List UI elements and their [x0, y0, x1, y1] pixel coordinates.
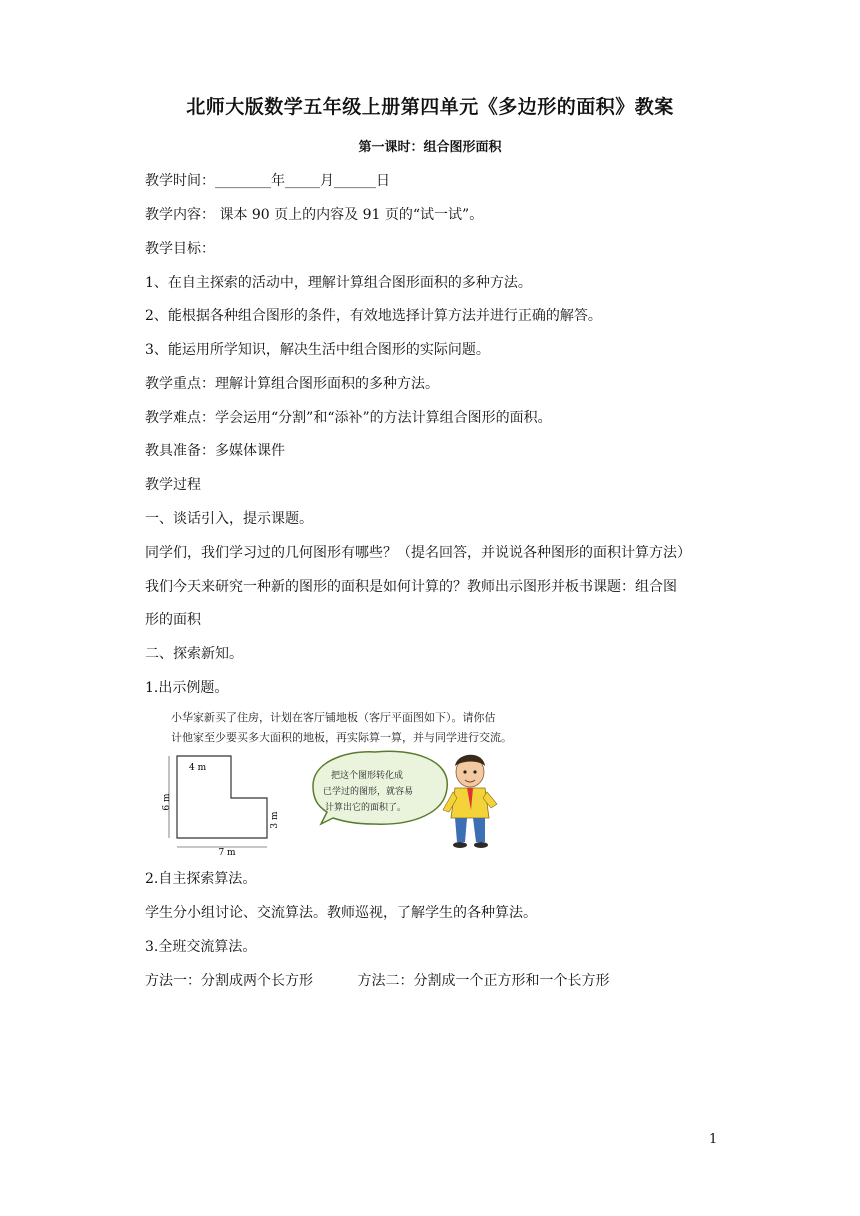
- label-bottom: 7 m: [218, 848, 236, 858]
- section-1-heading: 一、谈话引入，提示课题。: [145, 511, 313, 527]
- paragraph-topic-line2: 形的面积: [145, 612, 201, 628]
- step-3-heading: 3.全班交流算法。: [145, 939, 257, 955]
- bubble-line1: 把这个图形转化成: [331, 771, 404, 781]
- teaching-goals-heading: 教学目标：: [145, 241, 215, 257]
- label-top: 4 m: [189, 763, 207, 773]
- bubble-line2: 已学过的图形，就容易: [323, 787, 414, 797]
- goal-1: 1、在自主探索的活动中，理解计算组合图形面积的多种方法。: [145, 275, 532, 291]
- label-left: 6 m: [162, 793, 172, 811]
- methods-line: 方法一：分割成两个长方形 方法二：分割成一个正方形和一个长方形: [145, 973, 610, 989]
- step-1-heading: 1.出示例题。: [145, 680, 229, 696]
- goal-2: 2、能根据各种组合图形的条件，有效地选择计算方法并进行正确的解答。: [145, 308, 602, 324]
- step-2-paragraph: 学生分小组讨论、交流算法。教师巡视，了解学生的各种算法。: [145, 905, 537, 921]
- figure-caption-line1: 小华家新买了住房，计划在客厅铺地板（客厅平面图如下）。请你估: [171, 711, 496, 724]
- boy-character-icon: [443, 755, 497, 848]
- teaching-process-heading: 教学过程: [145, 477, 201, 493]
- page-number: 1: [709, 1132, 718, 1147]
- goal-3: 3、能运用所学知识，解决生活中组合图形的实际问题。: [145, 342, 490, 358]
- bubble-line3: 计算出它的面积了。: [325, 803, 407, 813]
- example-figure: [145, 700, 725, 860]
- paragraph-intro: 同学们，我们学习过的几何图形有哪些？（提名回答，并说说各种图形的面积计算方法）: [145, 545, 691, 561]
- teaching-aids: 教具准备：多媒体课件: [145, 443, 285, 459]
- floor-plan-illustration: [145, 700, 725, 860]
- step-2-heading: 2.自主探索算法。: [145, 871, 257, 887]
- teaching-time: 教学时间：________年_____月______日: [145, 173, 390, 189]
- label-right: 3 m: [270, 811, 280, 829]
- teaching-content: 教学内容： 课本 90 页上的内容及 91 页的“试一试”。: [145, 207, 484, 223]
- figure-caption-line2: 计他家至少要买多大面积的地板，再实际算一算，并与同学进行交流。: [171, 731, 512, 744]
- lesson-subtitle: 第一课时：组合图形面积: [358, 140, 502, 155]
- paragraph-topic-line1: 我们今天来研究一种新的图形的面积是如何计算的？教师出示图形并板书课题：组合图: [145, 579, 677, 595]
- section-2-heading: 二、探索新知。: [145, 646, 243, 662]
- difficult-point: 教学难点：学会运用“分割”和“添补”的方法计算组合图形的面积。: [145, 410, 552, 426]
- key-point: 教学重点：理解计算组合图形面积的多种方法。: [145, 376, 439, 392]
- document-title: 北师大版数学五年级上册第四单元《多边形的面积》教案: [186, 96, 674, 118]
